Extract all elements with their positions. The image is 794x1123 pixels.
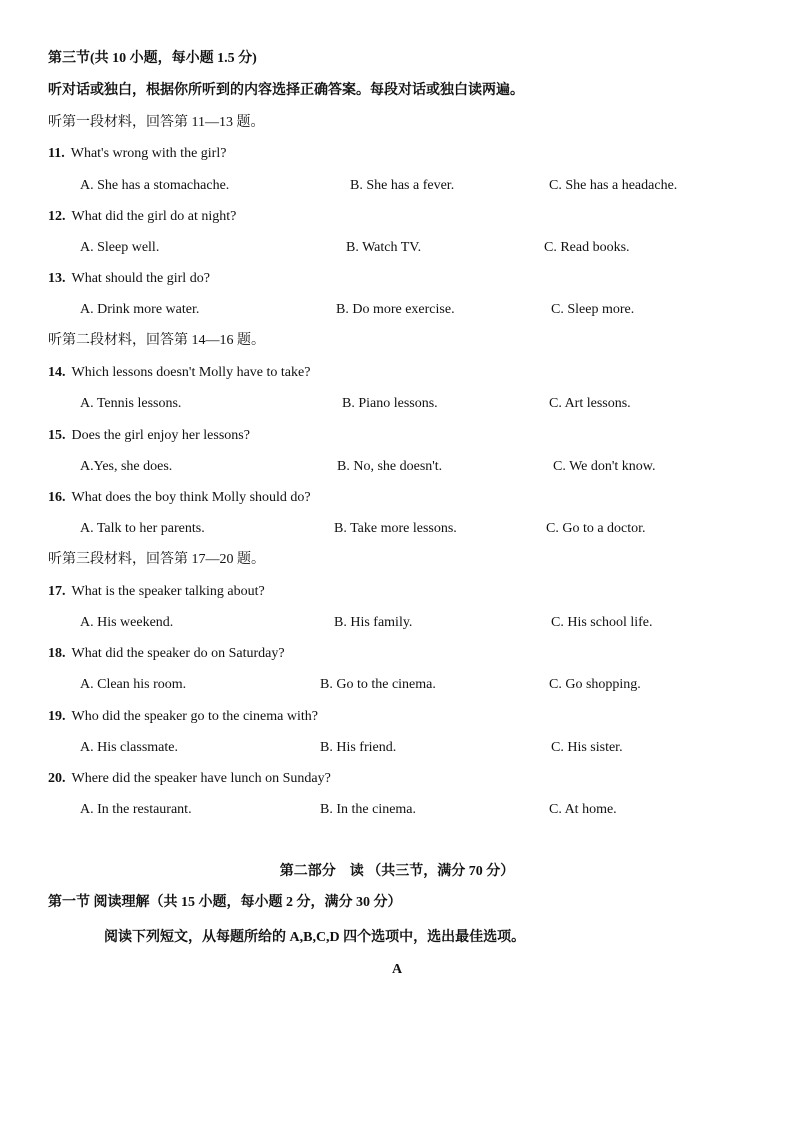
question-text: What is the speaker talking about? [71,584,265,599]
option-b: B. Take more lessons. [334,521,457,536]
part-two-heading: 第二部分 读 （共三节，满分 70 分） [279,864,515,879]
question-number: 13. [48,271,66,286]
question-number: 19. [48,709,66,724]
option-b: B. Do more exercise. [336,302,455,317]
option-c: C. His sister. [551,740,623,755]
part-intro-1: 听第一段材料，回答第 11—13 题。 [48,115,265,130]
option-b: B. His friend. [320,740,397,755]
question-16 [48,489,311,507]
option-a: A. She has a stomachache. [80,178,230,193]
section-heading: 第三节(共 10 小题，每小题 1.5 分) [48,51,257,66]
option-c: C. We don't know. [553,459,656,474]
question-19 [48,708,318,726]
option-c: C. Sleep more. [551,302,635,317]
option-b: B. Go to the cinema. [320,677,436,692]
option-a: A. Tennis lessons. [80,396,182,411]
question-13 [48,270,210,288]
question-14 [48,364,310,382]
option-c: C. His school life. [551,615,653,630]
question-number: 18. [48,646,66,661]
option-b: B. Piano lessons. [342,396,438,411]
option-c: C. Art lessons. [549,396,631,411]
option-b: B. In the cinema. [320,802,417,817]
question-text: Which lessons doesn't Molly have to take? [71,365,311,380]
option-c: C. Go shopping. [549,677,641,692]
option-a: A. His classmate. [80,740,178,755]
option-a: A.Yes, she does. [80,459,173,474]
question-number: 15. [48,428,66,443]
option-c: C. She has a headache. [549,178,678,193]
question-text: What did the speaker do on Saturday? [71,646,285,661]
question-text: Who did the speaker go to the cinema with? [71,709,318,724]
option-c: C. Read books. [544,240,630,255]
section-instruction: 听对话或独白，根据你所听到的内容选择正确答案。每段对话或独白读两遍。 [48,83,524,98]
question-number: 11. [48,146,65,161]
option-a: A. Sleep well. [80,240,160,255]
question-text: What did the girl do at night? [71,209,237,224]
question-text: What should the girl do? [71,271,210,286]
option-b: B. She has a fever. [350,178,455,193]
question-number: 17. [48,584,66,599]
question-11 [48,145,226,163]
question-text: What does the boy think Molly should do? [71,490,311,505]
question-17 [48,583,265,601]
option-b: B. Watch TV. [346,240,422,255]
question-15 [48,427,250,445]
question-number: 12. [48,209,66,224]
option-b: B. His family. [334,615,413,630]
question-20 [48,770,331,788]
option-a: A. Clean his room. [80,677,187,692]
question-text: What's wrong with the girl? [70,146,227,161]
question-number: 16. [48,490,66,505]
part-intro-3: 听第三段材料，回答第 17—20 题。 [48,552,265,567]
part-intro-2: 听第二段材料，回答第 14—16 题。 [48,333,265,348]
question-text: Where did the speaker have lunch on Sunday? [71,771,331,786]
question-18 [48,645,285,663]
reading-section-heading: 第一节 阅读理解（共 15 小题，每小题 2 分，满分 30 分） [48,895,402,910]
option-a: A. Drink more water. [80,302,200,317]
question-number: 20. [48,771,66,786]
option-c: C. Go to a doctor. [546,521,646,536]
question-number: 14. [48,365,66,380]
question-12 [48,208,236,226]
option-b: B. No, she doesn't. [337,459,443,474]
option-c: C. At home. [549,802,617,817]
option-a: A. His weekend. [80,615,174,630]
question-text: Does the girl enjoy her lessons? [71,428,250,443]
option-a: A. In the restaurant. [80,802,192,817]
option-a: A. Talk to her parents. [80,521,205,536]
passage-label: A [391,962,403,977]
reading-instruction: 阅读下列短文，从每题所给的 A,B,C,D 四个选项中，选出最佳选项。 [104,930,526,945]
